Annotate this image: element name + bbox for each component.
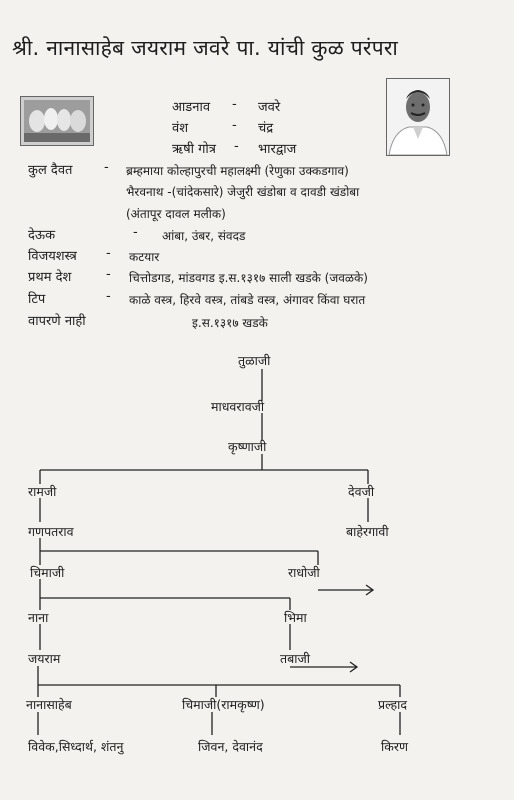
node-chimaji: चिमाजी	[30, 565, 65, 580]
vijayshastra-label: विजयशस्त्र	[28, 249, 77, 264]
lineage-sep: -	[232, 118, 237, 133]
kul-daivat-line-1: ब्रम्हमाया कोल्हापुरची महालक्ष्मी (रेणुका उक्कडगाव)	[126, 164, 349, 178]
gotra-label: ऋषी गोत्र	[172, 142, 216, 157]
kul-daivat-line-3: (अंतापूर दावल मलीक)	[126, 207, 226, 221]
node-krushnaji: कृष्णाजी	[228, 439, 267, 454]
node-ramji: रामजी	[28, 484, 57, 499]
node-tabaji: तबाजी	[280, 651, 311, 666]
surname-sep: -	[232, 97, 237, 112]
node-jayram: जयराम	[28, 651, 61, 666]
node-children-nanasaheb: विवेक,सिध्दार्थ, शंतनु	[28, 739, 124, 754]
tip-label: टिप	[28, 292, 46, 307]
lineage-value: चंद्र	[258, 121, 274, 136]
lineage-label: वंश	[172, 121, 189, 136]
node-nanasaheb: नानासाहेब	[26, 697, 72, 712]
vijayshastra-sep: -	[106, 246, 111, 261]
tip-sep: -	[106, 289, 111, 304]
node-tulaji: तुळाजी	[238, 353, 271, 368]
kul-daivat-line-2: भैरवनाथ -(चांदेकसारे) जेजुरी खंडोबा व दावडी खंडोबा	[126, 185, 360, 199]
page-title: श्री. नानासाहेब जयराम जवरे पा. यांची कुळ परंपरा	[12, 36, 399, 60]
node-madhavraoji: माधवरावजी	[211, 399, 265, 414]
deuk-sep: -	[133, 225, 138, 240]
node-devji: देवजी	[348, 484, 375, 499]
vijayshastra-value: कटयार	[129, 250, 160, 264]
tip-value: काळे वस्त्र, हिरवे वस्त्र, तांबडे वस्त्र, अंगावर किंवा घरात	[129, 293, 366, 307]
node-radhoji: राधोजी	[288, 565, 320, 580]
node-children-pralhad: किरण	[381, 739, 408, 754]
pratham-desh-label: प्रथम देश	[28, 270, 72, 285]
node-nana: नाना	[28, 610, 49, 625]
gotra-sep: -	[234, 139, 239, 154]
kul-daivat-label: कुल दैवत	[28, 163, 73, 178]
node-ganpatrao: गणपतराव	[28, 524, 74, 539]
surname-value: जवरे	[258, 100, 281, 115]
pratham-desh-sep: -	[106, 267, 111, 282]
deuk-value: आंबा, उंबर, संवदड	[162, 229, 246, 243]
kul-daivat-sep: -	[104, 160, 109, 175]
year-note: इ.स.१३१७ खडके	[192, 316, 268, 330]
gotra-value: भारद्वाज	[258, 142, 297, 157]
pratham-desh-value: चित्तोडगड, मांडवगड इ.स.१३१७ साली खडके (जवळके)	[129, 271, 368, 285]
node-children-chimaji: जिवन, देवानंद	[198, 739, 263, 754]
node-chimaji-ramkrushna: चिमाजी(रामकृष्ण)	[182, 697, 265, 712]
vaparne-nahi-label: वापरणे नाही	[28, 314, 86, 329]
surname-label: आडनाव	[172, 100, 211, 115]
node-bahergavi: बाहेरगावी	[346, 524, 389, 539]
deuk-label: देऊक	[28, 228, 56, 243]
node-bhima: भिमा	[284, 610, 307, 625]
node-pralhad: प्रल्हाद	[378, 697, 408, 712]
